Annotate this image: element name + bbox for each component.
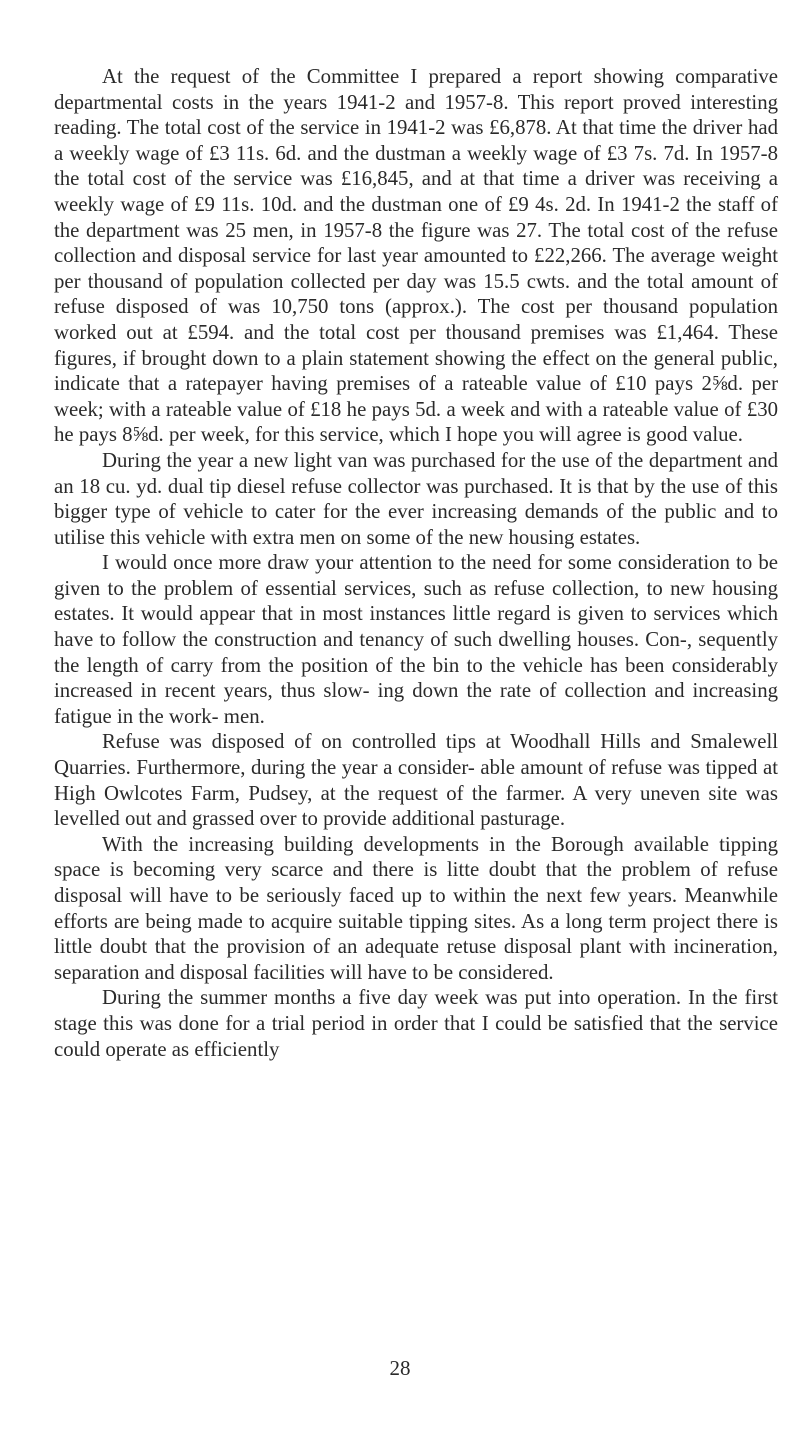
paragraph-tipping-space: With the increasing building developments in the Borough available tipping space is becoming very scarce and there is litte doubt that the problem of refuse disposal will have to be seriously faced up to within the next few years. Meanwhile efforts are being made to acquire suitable tipping sites. As a long term project there is little doubt that the provision of an adequate retuse disposal plant with incineration, separation and disposal facilities will have to be considered. [54, 832, 778, 984]
report-page [54, 64, 778, 1062]
paragraph-new-vehicles: During the year a new light van was purchased for the use of the department and an 18 cu. yd. dual tip diesel refuse collector was purchased. It is that by the use of this bigger type of vehicle to cater for the ever increasing demands of the public and to utilise this vehicle with extra men on some of the new housing estates. [54, 448, 778, 549]
paragraph-housing-estates: I would once more draw your attention to the need for some consideration to be given to the problem of essential services, such as refuse collection, to new housing estates. It would appear that in most instances little regard is given to services which have to follow the construction and tenancy of such dwelling houses. Con-, sequently the length of carry from the position of the bin to the vehicle has been considerably increased in recent years, thus slow- ing down the rate of collection and increasing fatigue in the work- men. [54, 551, 778, 728]
paragraph-comparative-costs: At the request of the Committee I prepared a report showing comparative departmental costs in the years 1941-2 and 1957-8. This report proved interesting reading. The total cost of the service in 1941-2 was £6,878. At that time the driver had a weekly wage of £3 11s. 6d. and the dustman a weekly wage of £3 7s. 7d. In 1957-8 the total cost of the service was £16,845, and at that time a driver was receiving a weekly wage of £9 11s. 10d. and the dustman one of £9 4s. 2d. In 1941-2 the staff of the department was 25 men, in 1957-8 the figure was 27. The total cost of the refuse collection and disposal service for last year amounted to £22,266. The average weight per thousand of population collected per day was 15.5 cwts. and the total amount of refuse disposed of was 10,750 tons (approx.). The cost per thousand population worked out at £594. and the total cost per thousand premises was £1,464. These figures, if brought down to a plain statement showing the effect on the general public, indicate that a ratepayer having premises of a rateable value of £10 pays 2⅝d. per week; with a rateable value of £18 he pays 5d. a week and with a rateable value of £30 he pays 8⅝d. per week, for this service, which I hope you will agree is good value. [54, 65, 778, 447]
page-number: 28 [389, 1356, 411, 1380]
paragraph-five-day-week: During the summer months a five day week was put into operation. In the first stage this was done for a trial period in order that I could be satisfied that the service could operate as efficiently [54, 986, 778, 1061]
paragraph-controlled-tips: Refuse was disposed of on controlled tips at Woodhall Hills and Smalewell Quarries. Furthermore, during the year a consider- able amount of refuse was tipped at High Owlcotes Farm, Pudsey, at the request of the farmer. A very uneven site was levelled out and grassed over to provide additional pasturage. [54, 730, 778, 831]
